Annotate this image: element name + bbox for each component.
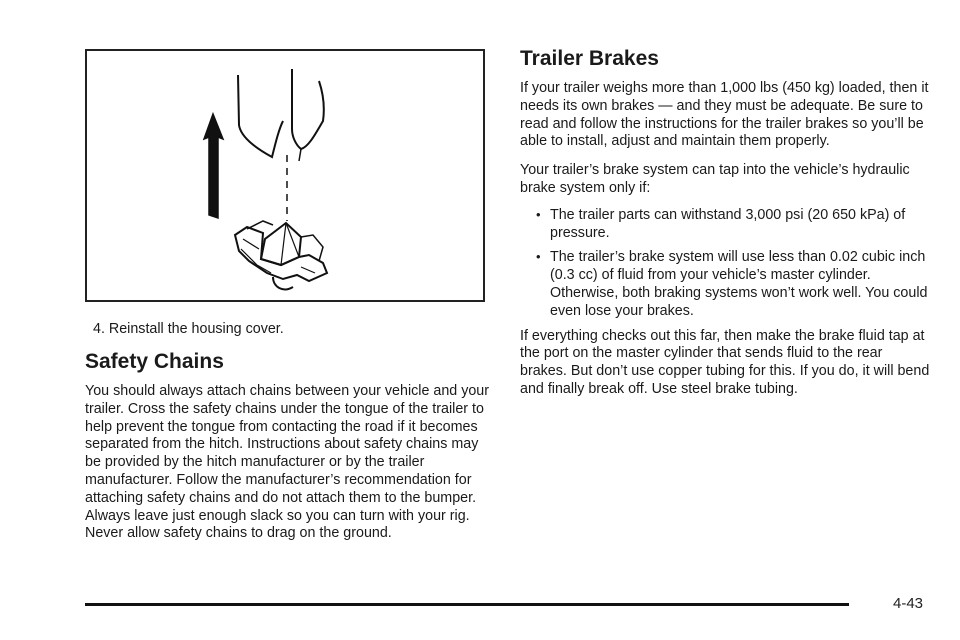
footer-divider xyxy=(85,603,849,606)
right-column xyxy=(520,46,930,399)
bullet-icon: • xyxy=(536,206,541,222)
bullet-icon: • xyxy=(536,249,541,265)
trailer-brakes-paragraph-1: If your trailer weighs more than 1,000 lbs (450 kg) loaded, then it needs its own brakes — and they must be adequate. Be sure to read and follow the instructions for the trailer brakes so you’ll be able to install, adjust and maintain them properly. xyxy=(520,80,929,150)
trailer-brakes-heading: Trailer Brakes xyxy=(520,47,659,70)
safety-chains-heading: Safety Chains xyxy=(85,350,224,373)
housing-cover-figure xyxy=(85,49,485,302)
safety-chains-paragraph: You should always attach chains between your vehicle and your trailer. Cross the safety chains under the tongue of the trailer to help prevent the tongue from contacting the road if it becomes separated from the hitch. Instructions about safety chains may be provided by the hitch manufacturer or by the trailer manufacturer. Follow the manufacturer’s recommendation for attaching safety chains and do not attach them to the bumper. Always leave just enough slack so you can turn with your rig. Never allow safety chains to drag on the ground. xyxy=(85,383,490,542)
page-number: 4-43 xyxy=(893,595,924,612)
list-item xyxy=(520,207,930,243)
list-item-text: The trailer’s brake system will use less than 0.02 cubic inch (0.3 cc) of fluid from your vehicle’s master cylinder. Otherwise, both braking systems won’t work well. You could even lose your brakes. xyxy=(550,249,928,319)
trailer-brakes-paragraph-3: If everything checks out this far, then make the brake fluid tap at the port on the master cylinder that sends fluid to the rear brakes. But don’t use copper tubing for this. If you do, it will bend and finally break off. Use steel brake tubing. xyxy=(520,327,930,397)
trailer-hitch-housing-illustration xyxy=(87,51,487,304)
brake-requirements-list xyxy=(520,207,930,321)
list-item-text: The trailer parts can withstand 3,000 psi (20 650 kPa) of pressure. xyxy=(550,206,906,241)
list-item xyxy=(520,249,930,320)
step-4-text: 4. Reinstall the housing cover. xyxy=(93,321,284,337)
left-column xyxy=(85,49,489,543)
trailer-brakes-paragraph-2: Your trailer’s brake system can tap into the vehicle’s hydraulic brake system only if: xyxy=(520,162,910,196)
